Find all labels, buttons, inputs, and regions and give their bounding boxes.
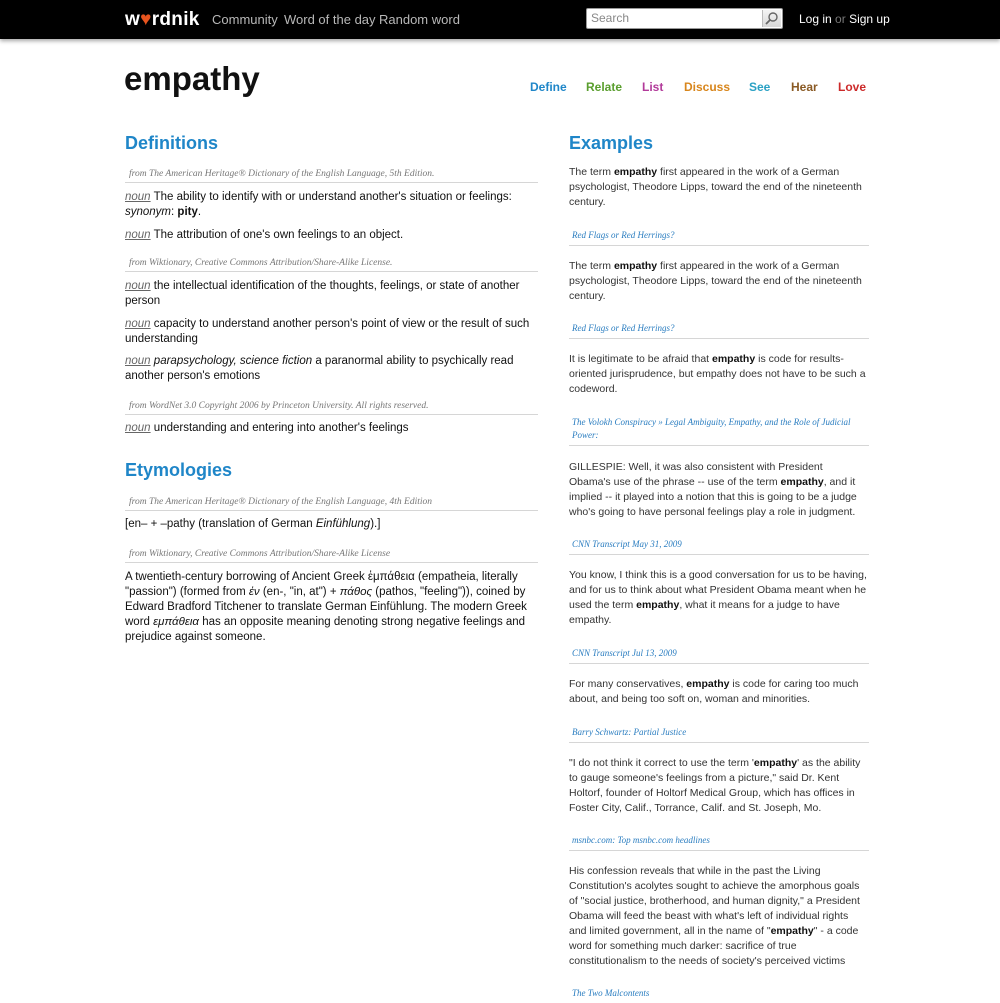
etymology-text	[125, 570, 537, 645]
word-tabs	[530, 80, 870, 100]
example-part: "I do not think it correct to use the term '	[569, 757, 754, 769]
definition-qualifier: parapsychology, science fiction	[153, 355, 313, 367]
auth-links	[799, 12, 890, 26]
example-source-link[interactable]: CNN Transcript Jul 13, 2009	[569, 647, 869, 664]
part-of-speech[interactable]: noun	[125, 318, 151, 330]
example-text	[569, 460, 867, 520]
etymology-greek-word: πάθος	[339, 586, 373, 598]
search-input[interactable]	[591, 10, 761, 26]
tab-list[interactable]: List	[642, 80, 664, 94]
synonym-label: synonym	[125, 206, 172, 218]
login-link[interactable]: Log in	[799, 12, 832, 26]
example-keyword: empathy	[770, 925, 814, 937]
definition-text: capacity to understand another person's point of view or the result of such understanding	[125, 318, 530, 345]
definition-text: The attribution of one's own feelings to an object.	[153, 229, 404, 241]
example-source-link[interactable]: CNN Transcript May 31, 2009	[569, 538, 869, 555]
example-part: His confession reveals that while in the past the Living Constitution's acolytes sought to achieve the amorphous goals of "social justice, brotherhood, and human dignity," a President Obama will feed the beast with what's left of individual rights and limited government, all in the name of "	[569, 865, 860, 937]
nav-community-link[interactable]: Community	[212, 12, 278, 27]
etymology-part: (en-, "in, at") +	[259, 586, 340, 598]
example-source-link[interactable]: The Two Malcontents	[572, 988, 650, 998]
word-title: empathy	[124, 60, 260, 97]
etymology-part: A twentieth-century borrowing of Ancient Greek ἐμπάθεια (empatheia, literally "passion") (formed from	[125, 571, 518, 598]
example-keyword: empathy	[613, 166, 658, 178]
example-keyword: empathy	[753, 757, 798, 769]
etymology-greek-word: εμπάθεια	[153, 616, 199, 628]
example-part: The term	[569, 260, 614, 272]
definition-source: from Wiktionary, Creative Commons Attribution/Share-Alike License.	[125, 258, 538, 272]
definition-item	[125, 421, 537, 436]
example-part: GILLESPIE: Well, it was also consistent with President Obama's use of the phrase -- use of the term	[569, 461, 823, 488]
part-of-speech[interactable]: noun	[125, 355, 151, 367]
examples-heading: Examples	[569, 133, 654, 153]
definition-item	[125, 317, 537, 347]
synonym-word[interactable]: pity	[177, 206, 198, 218]
tab-discuss[interactable]: Discuss	[684, 80, 731, 94]
definition-item: noun The ability to identify with or understand another's situation or feelings: synonym: pity.	[125, 191, 512, 218]
etymology-text	[125, 517, 537, 532]
tab-see[interactable]: See	[749, 80, 771, 94]
example-part: first appeared in the work of a German psychologist, Theodore Lipps, toward the end of the nineteenth century.	[569, 166, 862, 208]
part-of-speech[interactable]: noun	[125, 229, 151, 241]
example-part: You know, I think this is a good conversation for us to be having, and for us to think about what President Obama meant when he used the term	[569, 569, 867, 611]
example-part: " - a code word for something much darker: sacrifice of true constitutionalism to the needs of society's perceived victims	[569, 925, 859, 967]
example-part: , and it implied -- it played into a notion that this is going to be a judge who's going to have personal feelings play a role in judgment.	[569, 476, 857, 518]
nav-random-word-link[interactable]: Random word	[379, 12, 460, 27]
example-part: is code for results-oriented jurisprudence, but empathy does not have to be such a codeword.	[569, 353, 866, 395]
example-part: It is legitimate to be afraid that	[569, 353, 712, 365]
etymology-part: has an opposite meaning denoting strong negative feelings and prejudice against someone.	[125, 616, 526, 643]
example-keyword: empathy	[712, 353, 756, 365]
part-of-speech[interactable]: noun	[125, 191, 151, 203]
etymology-greek-word: ἐν	[248, 586, 260, 598]
definition-text: The ability to identify with or understand another's situation or feelings:	[153, 191, 512, 203]
example-keyword: empathy	[636, 599, 680, 611]
nav-word-of-the-day-link[interactable]: Word of the day	[284, 12, 376, 27]
wordnik-logo[interactable]: w♥rdnik	[125, 9, 200, 30]
search-button[interactable]	[762, 10, 781, 27]
or-separator: or	[835, 12, 846, 26]
definition-source: from WordNet 3.0 Copyright 2006 by Princeton University. All rights reserved.	[125, 401, 538, 415]
heart-o-icon: ♥	[140, 9, 152, 30]
etymology-source: from The American Heritage® Dictionary of the English Language, 4th Edition	[125, 497, 538, 511]
example-text	[569, 259, 867, 304]
top-navigation-bar	[0, 0, 1000, 39]
example-part: ' as the ability to gauge someone's feelings from a picture," said Dr. Kent Holtorf, founder of Holtorf Medical Group, which has offices in Foster City, Calif., Torrance, Calif. and St. Joseph, Mo.	[569, 757, 861, 814]
definitions-heading: Definitions	[125, 133, 218, 153]
tab-relate[interactable]: Relate	[586, 80, 623, 94]
etymology-part: (pathos, "feeling")), coined by Edward Bradford Titchener to translate German Einfühlung. The modern Greek word	[125, 586, 527, 628]
example-text	[569, 756, 867, 816]
example-keyword: empathy	[686, 678, 730, 690]
example-part: first appeared in the work of a German psychologist, Theodore Lipps, toward the end of the nineteenth century.	[569, 260, 862, 302]
etymology-source: from Wiktionary, Creative Commons Attribution/Share-Alike License	[125, 549, 538, 563]
etymologies-heading: Etymologies	[125, 460, 233, 480]
definition-text: understanding and entering into another's feelings	[153, 422, 409, 434]
part-of-speech[interactable]: noun	[125, 422, 151, 434]
example-source-link[interactable]: Red Flags or Red Herrings?	[569, 229, 869, 246]
example-source-link[interactable]: msnbc.com: Top msnbc.com headlines	[569, 834, 869, 851]
tab-define[interactable]: Define	[530, 80, 567, 94]
search-box	[586, 8, 783, 29]
example-text	[569, 568, 867, 628]
magnifier-icon	[763, 10, 781, 27]
example-part: For many conservatives,	[569, 678, 687, 690]
example-source-link[interactable]: Barry Schwartz: Partial Justice	[569, 726, 869, 743]
example-text	[569, 165, 867, 210]
example-part: , what it means for a judge to have empathy.	[569, 599, 840, 626]
definition-item	[125, 228, 537, 243]
example-part: The term	[569, 166, 614, 178]
etymology-part: ).]	[370, 518, 381, 530]
definition-item	[125, 279, 537, 309]
definition-item	[125, 354, 537, 384]
definition-text: a paranormal ability to psychically read another person's emotions	[125, 355, 514, 382]
etymology-part: [en– + –pathy (translation of German	[125, 518, 316, 530]
example-text	[569, 677, 867, 707]
example-part: is code for caring too much about, and being too soft on, woman and minorities.	[569, 678, 859, 705]
definition-source: from The American Heritage® Dictionary of the English Language, 5th Edition.	[125, 169, 538, 183]
example-text	[569, 864, 867, 969]
tab-love[interactable]: Love	[838, 80, 867, 94]
definition-text: the intellectual identification of the thoughts, feelings, or state of another person	[125, 280, 520, 307]
example-text	[569, 352, 867, 397]
example-keyword: empathy	[780, 476, 824, 488]
etymology-german-word: Einfühlung	[315, 518, 371, 530]
example-source-link[interactable]: The Volokh Conspiracy » Legal Ambiguity, Empathy, and the Role of Judicial Power:	[569, 416, 869, 446]
tab-hear[interactable]: Hear	[791, 80, 818, 94]
example-keyword: empathy	[613, 260, 658, 272]
signup-link[interactable]: Sign up	[849, 12, 890, 26]
part-of-speech[interactable]: noun	[125, 280, 151, 292]
example-source-link[interactable]: Red Flags or Red Herrings?	[569, 322, 869, 339]
